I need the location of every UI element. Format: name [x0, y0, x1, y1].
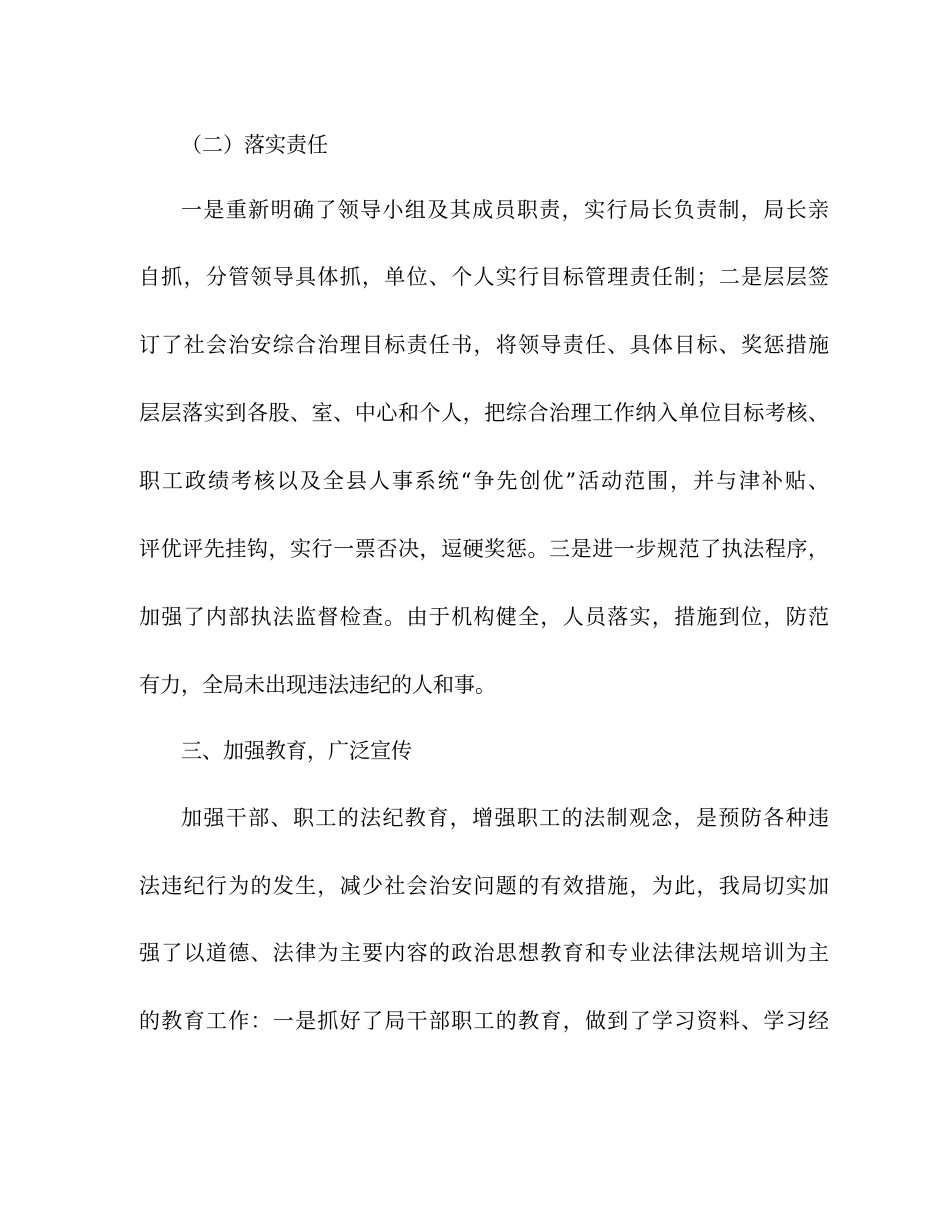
paragraph-1-line-3: 订了社会治安综合治理目标责任书，将领导责任、具体目标、奖惩措施: [139, 333, 829, 357]
paragraph-2-line-2: 法违纪行为的发生，减少社会治安问题的有效措施，为此，我局切实加: [139, 874, 829, 898]
section-heading-2: （二）落实责任: [181, 133, 328, 157]
paragraph-1-line-4: 层层落实到各股、室、中心和个人，把综合治理工作纳入单位目标考核、: [139, 401, 829, 425]
section-heading-3: 三、加强教育，广泛宣传: [181, 739, 412, 763]
paragraph-2-line-4: 的教育工作：一是抓好了局干部职工的教育，做到了学习资料、学习经: [139, 1009, 829, 1033]
paragraph-1-line-8: 有力，全局未出现违法违纪的人和事。: [139, 673, 496, 697]
paragraph-1-line-5: 职工政绩考核以及全县人事系统“争先创优”活动范围，并与津补贴、: [139, 469, 829, 493]
paragraph-1-line-6: 评优评先挂钩，实行一票否决，逗硬奖惩。三是进一步规范了执法程序，: [139, 537, 829, 561]
paragraph-2-line-3: 强了以道德、法律为主要内容的政治思想教育和专业法律法规培训为主: [139, 941, 829, 965]
paragraph-1-line-7: 加强了内部执法监督检查。由于机构健全，人员落实，措施到位，防范: [139, 605, 829, 629]
paragraph-2-line-1: 加强干部、职工的法纪教育，增强职工的法制观念，是预防各种违: [181, 806, 829, 830]
paragraph-1-line-2: 自抓，分管领导具体抓，单位、个人实行目标管理责任制；二是层层签: [139, 265, 829, 289]
paragraph-1-line-1: 一是重新明确了领导小组及其成员职责，实行局长负责制，局长亲: [181, 198, 829, 222]
